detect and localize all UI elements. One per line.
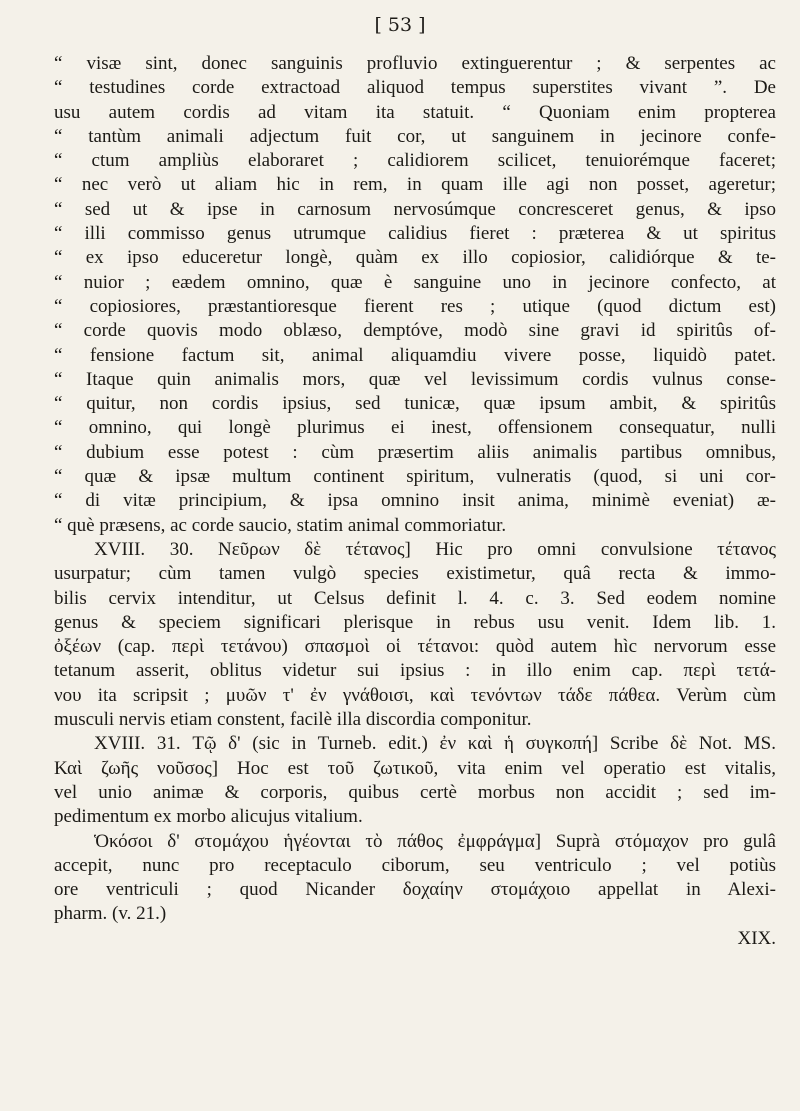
text-line: Ὁκόσοι δ' στομάχου ἡγέονται τὸ πάθος ἐμφράγμα] Suprà στόμαχον pro gulâ <box>94 830 776 852</box>
text-line: “ testudines corde extractoad aliquod tempus superstites vivant ”. De <box>54 77 776 99</box>
text-line: accepit, nunc pro receptaculo ciborum, seu ventriculo ; vel potiùs <box>54 854 776 876</box>
text-line: “ Itaque quin animalis mors, quæ vel levissimum cordis vulnus conse- <box>54 368 776 390</box>
text-line: “ di vitæ principium, & ipsa omnino insit anima, minimè eveniat) æ- <box>54 490 776 512</box>
text-line: “ dubium esse potest : cùm præsertim aliis animalis partibus omnibus, <box>54 441 776 463</box>
text-line: “ nuior ; eædem omnino, quæ è sanguine uno in jecinore confecto, at <box>54 271 776 293</box>
text-line: “ copiosiores, præstantioresque fierent res ; utique (quod dictum est) <box>54 295 776 317</box>
text-line: genus & speciem significari plerisque in rebus usu venit. Idem lib. 1. <box>54 611 776 633</box>
text-line: “ tantùm animali adjectum fuit cor, ut sanguinem in jecinore confe- <box>54 125 776 147</box>
text-line: νου ita scripsit ; μυῶν τ' ἐν γνάθοισι, καὶ τενόντων τάδε πάθεα. Verùm cùm <box>54 684 776 706</box>
text-line: usurpatur; cùm tamen vulgò species existimetur, quâ recta & immo- <box>54 563 776 585</box>
text-line: “ sed ut & ipse in carnosum nervosúmque concresceret genus, & ipso <box>54 198 776 220</box>
body-text <box>54 52 776 951</box>
text-line: “ omnino, qui longè plurimus ei inest, offensionem consequatur, nulli <box>54 417 776 439</box>
text-line: musculi nervis etiam constent, facilè illa discordia componitur. <box>54 709 532 731</box>
text-line: “ corde quovis modo oblæso, demptóve, modò sine gravi id spiritûs of- <box>54 320 776 342</box>
text-line: “ què præsens, ac corde saucio, statim animal commoriatur. <box>54 514 507 536</box>
text-line: “ nec verò ut aliam hic in rem, in quam ille agi non posset, ageretur; <box>54 174 776 196</box>
page-number: [ 53 ] <box>374 14 426 36</box>
text-line: “ quæ & ipsæ multum continent spiritum, vulneratis (quod, si uni cor- <box>54 466 776 488</box>
section-heading-line: XVIII. 30. Νεῦρων δὲ τέτανος] Hic pro omni convulsione τέτανος <box>94 538 776 560</box>
text-line: pharm. (v. 21.) <box>54 903 167 925</box>
text-line: “ fensione factum sit, animal aliquamdiu vivere posse, liquidò patet. <box>54 344 776 366</box>
text-line: “ visæ sint, donec sanguinis profluvio extinguerentur ; & serpentes ac <box>54 53 776 74</box>
text-line: usu autem cordis ad vitam ita statuit. “ Quoniam enim propterea <box>54 101 776 123</box>
text-line: “ ex ipso educeretur longè, quàm ex illo copiosior, calidiórque & te- <box>54 247 776 269</box>
text-line: “ ctum ampliùs elaboraret ; calidiorem scilicet, tenuiorémque faceret; <box>54 150 776 172</box>
catchword: XIX. <box>737 927 776 949</box>
text-line: Καὶ ζωῆς νοῦσος] Hoc est τοῦ ζωτικοῦ, vita enim vel operatio est vitalis, <box>54 757 776 779</box>
text-line: ore ventriculi ; quod Nicander δοχαίην στομάχοιο appellat in Alexi- <box>54 879 776 901</box>
text-line: tetanum asserit, oblitus videtur sui ipsius : in illo enim cap. περὶ τετά- <box>54 660 776 682</box>
text-line: “ quitur, non cordis ipsius, sed tunicæ, quæ ipsum ambit, & spiritûs <box>54 393 776 415</box>
text-line: vel unio animæ & corporis, quibus certè morbus non accidit ; sed im- <box>54 781 776 803</box>
text-line: bilis cervix intenditur, ut Celsus definit l. 4. c. 3. Sed eodem nomine <box>54 587 776 609</box>
text-line: ὀξέων (cap. περὶ τετάνου) σπασμοὶ οἱ τέτανοι: quòd autem hìc nervorum esse <box>54 636 776 658</box>
section-heading-line: XVIII. 31. Τῷ δ' (sic in Turneb. edit.) ἐν καὶ ἡ συγκοπή] Scribe δὲ Not. MS. <box>94 733 776 755</box>
text-line: “ illi commisso genus utrumque calidius fieret : præterea & ut spiritus <box>54 223 776 245</box>
text-line: pedimentum ex morbo alicujus vitalium. <box>54 806 363 828</box>
